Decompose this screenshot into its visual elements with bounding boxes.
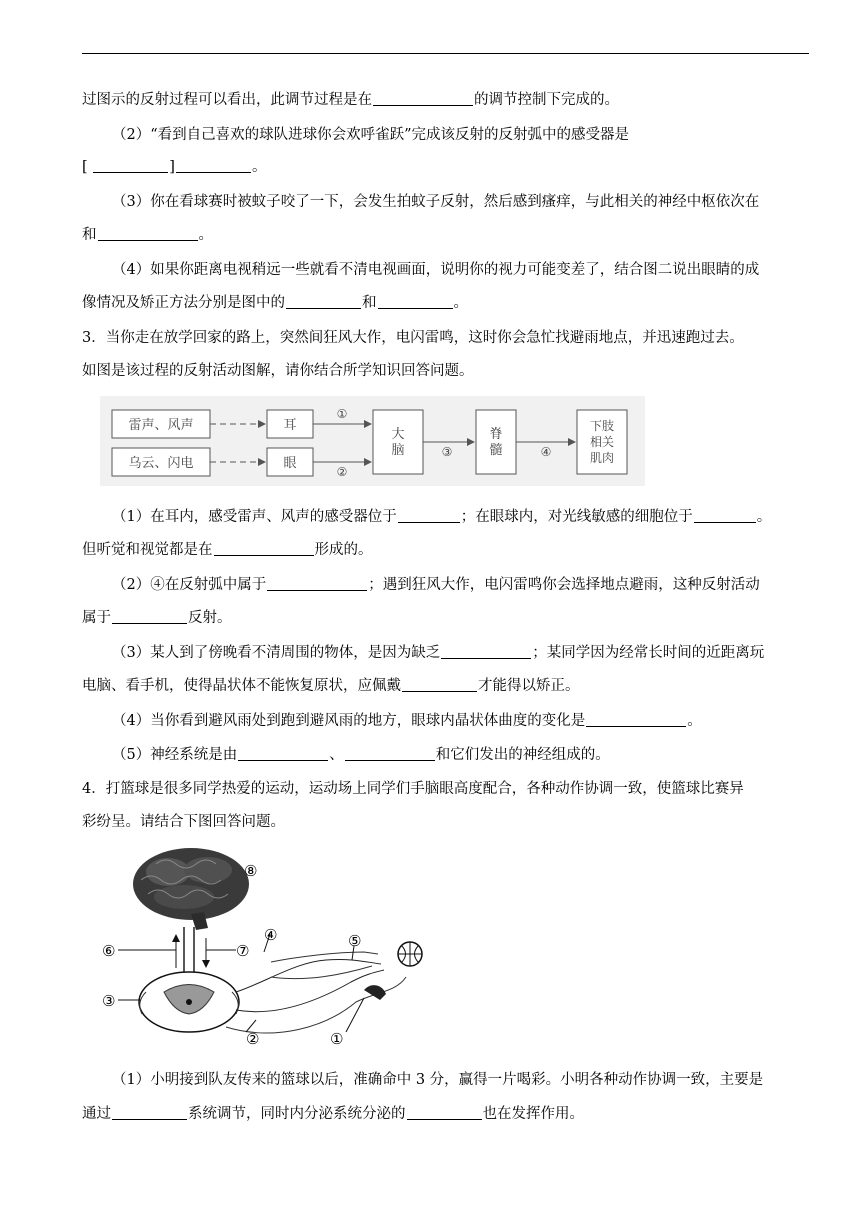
answer-blank[interactable] (407, 1104, 482, 1120)
text: 反射。 (188, 610, 232, 626)
bracket: [ (82, 159, 88, 175)
label-7: ⑦ (236, 942, 250, 960)
nervous-system-figure (96, 842, 436, 1060)
box-muscle-label: 相关 (589, 435, 615, 449)
box-ear-label: 耳 (283, 418, 297, 433)
label-5: ⑤ (348, 932, 362, 950)
text: （3）你在看球赛时被蚊子咬了一下，会发生拍蚊子反射，然后感到瘙痒，与此相关的神经中枢依次在 (112, 194, 760, 210)
label-8: ⑧ (244, 862, 258, 880)
answer-blank[interactable] (378, 293, 453, 309)
spinal-cord-section (139, 972, 239, 1032)
text: （2）④在反射弧中属于 (112, 577, 267, 593)
text: 像情况及矫正方法分别是图中的 (82, 295, 285, 311)
box-brain-label: 脑 (391, 443, 405, 458)
box-spine-label: 髓 (489, 443, 503, 458)
text: ；遇到狂风大作，电闪雷鸣你会选择地点避雨，这种反射活动 (368, 577, 760, 593)
text: （2）“看到自己喜欢的球队进球你会欢呼雀跃”完成该反射的反射弧中的感受器是 (112, 127, 630, 143)
text: 。 (198, 227, 213, 243)
label-4: ④ (264, 926, 278, 944)
paragraph-line (82, 293, 812, 313)
reflex-diagram (100, 396, 645, 486)
paragraph-line (82, 608, 812, 628)
box-spine-label: 脊 (489, 427, 503, 442)
brain-illustration (133, 848, 249, 930)
answer-blank[interactable] (267, 575, 367, 591)
question-4-line (82, 779, 812, 799)
paragraph-line (112, 575, 812, 595)
paragraph-line (82, 225, 812, 245)
box-cloud-label: 乌云、闪电 (128, 456, 194, 471)
paragraph-line (82, 1104, 812, 1124)
text: （5）神经系统是由 (112, 747, 238, 763)
header-rule (82, 53, 809, 54)
text: ；在眼球内，对光线敏感的细胞位于 (460, 509, 693, 525)
label-1: ① (336, 407, 348, 421)
answer-blank[interactable] (238, 745, 328, 761)
text: 才能得以矫正。 (478, 678, 580, 694)
descending-arrow-head (202, 960, 210, 968)
text: 如图是该过程的反射活动图解，请你结合所学知识回答问题。 (82, 363, 474, 379)
answer-blank[interactable] (98, 225, 198, 241)
answer-blank[interactable] (694, 507, 756, 523)
text: 系统调节，同时内分泌系统分泌的 (188, 1106, 406, 1122)
answer-blank[interactable] (112, 1104, 187, 1120)
answer-blank[interactable] (176, 157, 251, 173)
label-3: ③ (102, 992, 116, 1010)
nerve-fiber (236, 959, 381, 992)
paragraph-line (82, 157, 812, 177)
text: 。 (453, 295, 468, 311)
answer-blank[interactable] (373, 90, 473, 106)
box-muscle-label: 肌肉 (589, 451, 615, 465)
answer-blank[interactable] (112, 608, 187, 624)
answer-blank[interactable] (402, 676, 477, 692)
text: 电脑、看手机，使得晶状体不能恢复原状，应佩戴 (82, 678, 401, 694)
box-brain-label: 大 (391, 427, 405, 442)
paragraph-line (112, 125, 812, 145)
paragraph-line (82, 676, 812, 696)
label-2: ② (246, 1030, 260, 1048)
paragraph-line (112, 711, 812, 731)
answer-blank[interactable] (214, 540, 314, 556)
text: 3．当你走在放学回家的路上，突然间狂风大作，电闪雷鸣，这时你会急忙找避雨地点，并迅速跑过去。 (82, 330, 744, 346)
text: 和它们发出的神经组成的。 (435, 747, 610, 763)
text: 、 (329, 747, 344, 763)
text: 也在发挥作用。 (482, 1106, 584, 1122)
label-4: ④ (540, 445, 552, 459)
question-3-line (82, 361, 812, 381)
answer-blank[interactable] (441, 643, 531, 659)
answer-blank[interactable] (586, 711, 686, 727)
text: 过图示的反射过程可以看出，此调节过程是在 (82, 92, 372, 108)
nerve-fiber (236, 970, 384, 1012)
text: 形成的。 (314, 542, 373, 558)
label-6: ⑥ (102, 942, 116, 960)
answer-blank[interactable] (398, 507, 460, 523)
label-2: ② (336, 465, 348, 479)
basketball-icon (398, 942, 422, 966)
arm-lower (271, 966, 372, 979)
paragraph-line (112, 745, 812, 765)
text: （4）如果你距离电视稍远一些就看不清电视画面，说明你的视力可能变差了，结合图二说出眼睛的成 (112, 262, 760, 278)
question-3-line (82, 328, 812, 348)
ascending-arrow-head (172, 934, 180, 942)
answer-blank[interactable] (93, 157, 168, 173)
text: （1）小明接到队友传来的篮球以后，准确命中 3 分，赢得一片喝彩。小明各种动作协调一致，主要是 (112, 1072, 764, 1088)
text: 彩纷呈。请结合下图回答问题。 (82, 814, 285, 830)
paragraph-line (112, 260, 812, 280)
text: 。 (251, 159, 267, 175)
text: 。 (756, 509, 772, 525)
text: 通过 (82, 1106, 111, 1122)
text: 的调节控制下完成的。 (474, 92, 619, 108)
box-muscle-label: 下肢 (589, 419, 615, 433)
box-spine (476, 410, 516, 474)
paragraph-line (82, 540, 812, 560)
box-sound-label: 雷声、风声 (128, 418, 194, 433)
answer-blank[interactable] (345, 745, 435, 761)
bracket: ] (169, 159, 175, 175)
answer-blank[interactable] (286, 293, 361, 309)
box-eye-label: 眼 (283, 456, 297, 471)
text: 和 (82, 227, 97, 243)
text: 但听觉和视觉都是在 (82, 542, 213, 558)
label-3: ③ (441, 445, 453, 459)
question-4-line (82, 812, 812, 832)
paragraph-line (82, 90, 812, 110)
paragraph-line (112, 1070, 812, 1090)
box-brain (373, 410, 423, 474)
text: ；某同学因为经常长时间的近距离玩 (532, 645, 765, 661)
label-1: ① (330, 1030, 344, 1048)
text: 4．打篮球是很多同学热爱的运动，运动场上同学们手脑眼高度配合，各种动作协调一致，使篮球比赛异 (82, 781, 744, 797)
text: 属于 (82, 610, 111, 626)
text: （4）当你看到避风雨处到跑到避风雨的地方，眼球内晶状体曲度的变化是 (112, 713, 586, 729)
paragraph-line (112, 192, 812, 212)
text: 和 (362, 295, 377, 311)
paragraph-line (112, 507, 812, 527)
text: （3）某人到了傍晚看不清周围的物体，是因为缺乏 (112, 645, 441, 661)
text: 。 (687, 713, 702, 729)
text: （1）在耳内，感受雷声、风声的感受器位于 (112, 509, 397, 525)
paragraph-line (112, 643, 812, 663)
